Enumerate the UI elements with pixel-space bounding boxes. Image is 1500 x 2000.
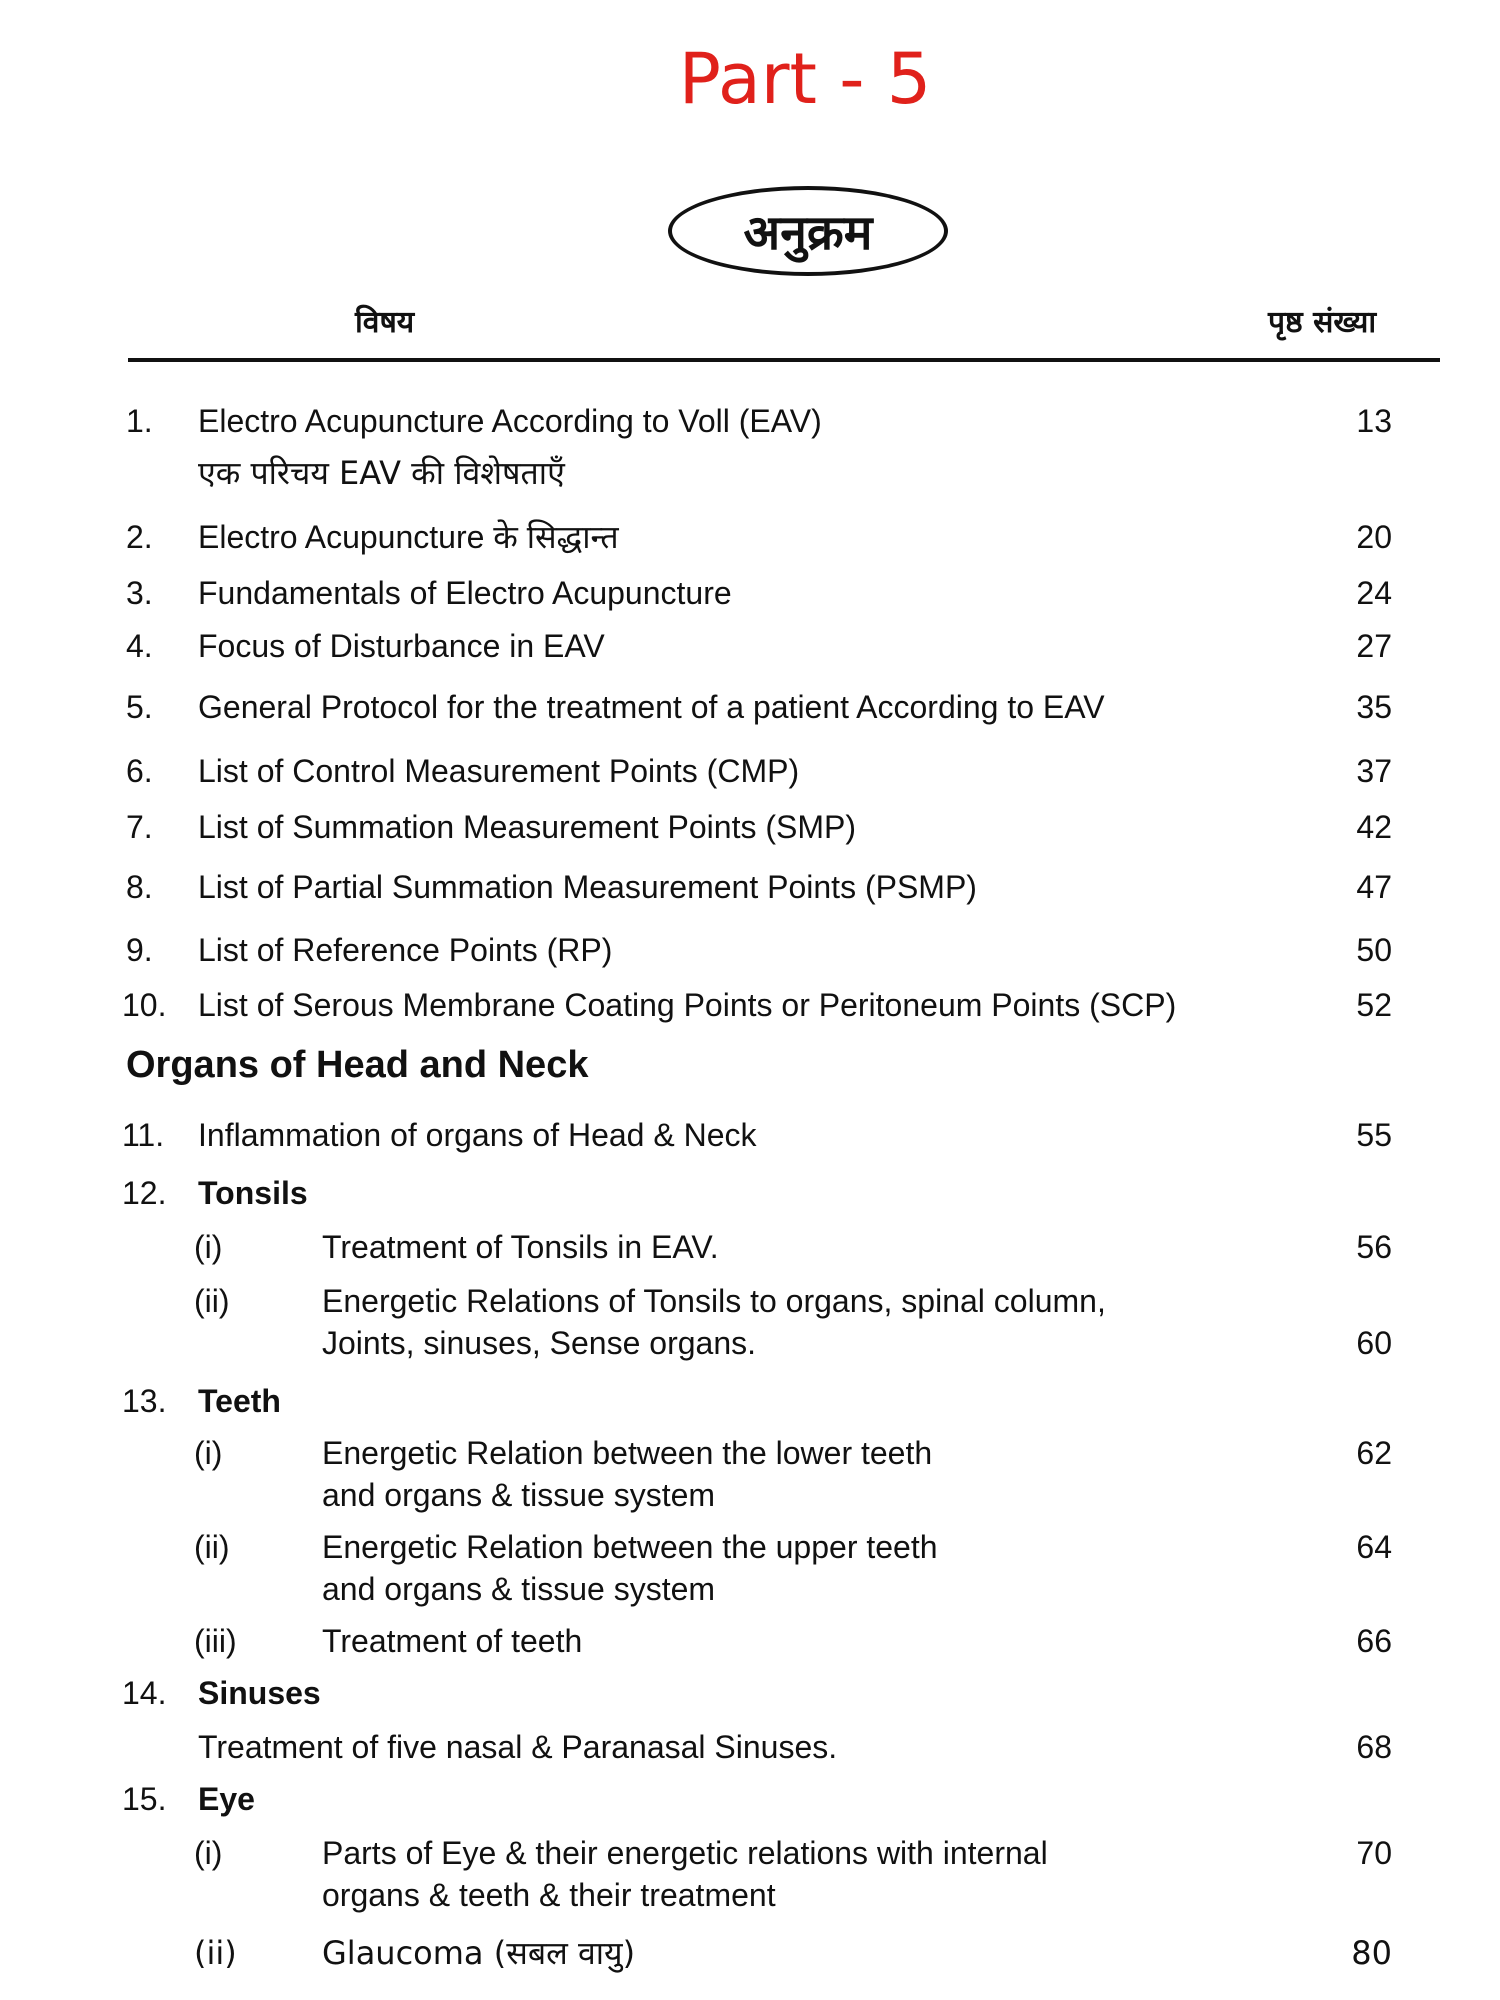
entry-page: 27 bbox=[1356, 628, 1392, 664]
entry-title: List of Reference Points (RP) bbox=[198, 932, 613, 968]
entry-number: 8. bbox=[126, 869, 153, 905]
toc-title: अनुक्रम bbox=[743, 204, 873, 261]
entry-number: 10. bbox=[122, 987, 167, 1023]
entry-page: 60 bbox=[1356, 1325, 1392, 1361]
entry-page: 13 bbox=[1356, 403, 1392, 439]
entry-page: 55 bbox=[1356, 1117, 1392, 1153]
subentry-title: Treatment of teeth bbox=[322, 1623, 583, 1659]
entry-title: Teeth bbox=[198, 1383, 281, 1419]
entry-page: 35 bbox=[1356, 689, 1392, 725]
subentry-number: (i) bbox=[194, 1835, 223, 1871]
entry-number: 12. bbox=[122, 1175, 167, 1211]
entry-page: 56 bbox=[1356, 1229, 1392, 1265]
subentry-title: Treatment of five nasal & Paranasal Sinuses. bbox=[198, 1729, 838, 1765]
column-page-heading: पृष्ठ संख्या bbox=[1268, 305, 1377, 340]
entry-title: Focus of Disturbance in EAV bbox=[198, 628, 605, 664]
entry-page: 42 bbox=[1356, 809, 1392, 845]
entry-title: General Protocol for the treatment of a patient According to EAV bbox=[198, 689, 1105, 725]
entry-number: 9. bbox=[126, 932, 153, 968]
entry-number: 7. bbox=[126, 809, 153, 845]
entry-title: Tonsils bbox=[198, 1175, 308, 1211]
entry-page: 50 bbox=[1356, 932, 1392, 968]
subentry-title: Energetic Relation between the upper teeth bbox=[322, 1529, 938, 1565]
subentry-title: Treatment of Tonsils in EAV. bbox=[322, 1229, 719, 1265]
header-divider bbox=[128, 358, 1440, 362]
entry-title: Electro Acupuncture के सिद्धान्त bbox=[198, 519, 619, 555]
subentry-number: (iii) bbox=[194, 1623, 237, 1659]
entry-number: 15. bbox=[122, 1781, 167, 1817]
subentry-title: Energetic Relations of Tonsils to organs, spinal column, bbox=[322, 1283, 1106, 1319]
entry-title: Eye bbox=[198, 1781, 255, 1817]
subentry-number: (i) bbox=[194, 1435, 223, 1471]
entry-title: List of Control Measurement Points (CMP) bbox=[198, 753, 800, 789]
section-heading: Organs of Head and Neck bbox=[126, 1044, 589, 1086]
entry-number: 1. bbox=[126, 403, 153, 439]
entry-title-line2: एक परिचय EAV की विशेषताएँ bbox=[198, 454, 565, 492]
entry-page: 70 bbox=[1356, 1835, 1392, 1871]
column-subject-heading: विषय bbox=[355, 305, 415, 340]
subentry-number: (ii) bbox=[194, 1529, 230, 1565]
entry-number: 4. bbox=[126, 628, 153, 664]
subentry-number: (ii) bbox=[194, 1283, 230, 1319]
entry-number: 5. bbox=[126, 689, 153, 725]
entry-page: 47 bbox=[1356, 869, 1392, 905]
entry-page: 52 bbox=[1356, 987, 1392, 1023]
entry-page: 24 bbox=[1356, 575, 1392, 611]
entry-title: Electro Acupuncture According to Voll (EAV) bbox=[198, 403, 822, 439]
toc-title-oval bbox=[668, 186, 948, 276]
entry-page: 20 bbox=[1356, 519, 1392, 555]
subentry-title-line2: and organs & tissue system bbox=[322, 1571, 716, 1607]
entry-number: 13. bbox=[122, 1383, 167, 1419]
entry-page: 64 bbox=[1356, 1529, 1392, 1565]
entry-number: 11. bbox=[122, 1117, 165, 1153]
entry-number: 14. bbox=[122, 1675, 167, 1711]
subentry-title-line2: and organs & tissue system bbox=[322, 1477, 716, 1513]
subentry-number: (ii) bbox=[194, 1934, 237, 1972]
subentry-title: Glaucoma (सबल वायु) bbox=[322, 1934, 636, 1972]
entry-title: List of Summation Measurement Points (SMP) bbox=[198, 809, 857, 845]
entry-page: 62 bbox=[1356, 1435, 1392, 1471]
entry-number: 2. bbox=[126, 519, 153, 555]
subentry-title-line2: organs & teeth & their treatment bbox=[322, 1877, 776, 1913]
entry-number: 6. bbox=[126, 753, 153, 789]
subentry-title: Energetic Relation between the lower teeth bbox=[322, 1435, 933, 1471]
part-label: Part - 5 bbox=[678, 38, 932, 120]
entry-title: Inflammation of organs of Head & Neck bbox=[198, 1117, 757, 1153]
entry-title: List of Partial Summation Measurement Points (PSMP) bbox=[198, 869, 977, 905]
entry-page: 66 bbox=[1356, 1623, 1392, 1659]
entry-title: Fundamentals of Electro Acupuncture bbox=[198, 575, 732, 611]
entry-number: 3. bbox=[126, 575, 153, 611]
subentry-title-line2: Joints, sinuses, Sense organs. bbox=[322, 1325, 757, 1361]
entry-page: 37 bbox=[1356, 753, 1392, 789]
entry-page: 80 bbox=[1351, 1934, 1392, 1972]
subentry-title: Parts of Eye & their energetic relations with internal bbox=[322, 1835, 1048, 1871]
entry-title: List of Serous Membrane Coating Points or Peritoneum Points (SCP) bbox=[198, 987, 1177, 1023]
entry-title: Sinuses bbox=[198, 1675, 321, 1711]
subentry-number: (i) bbox=[194, 1229, 223, 1265]
entry-page: 68 bbox=[1356, 1729, 1392, 1765]
